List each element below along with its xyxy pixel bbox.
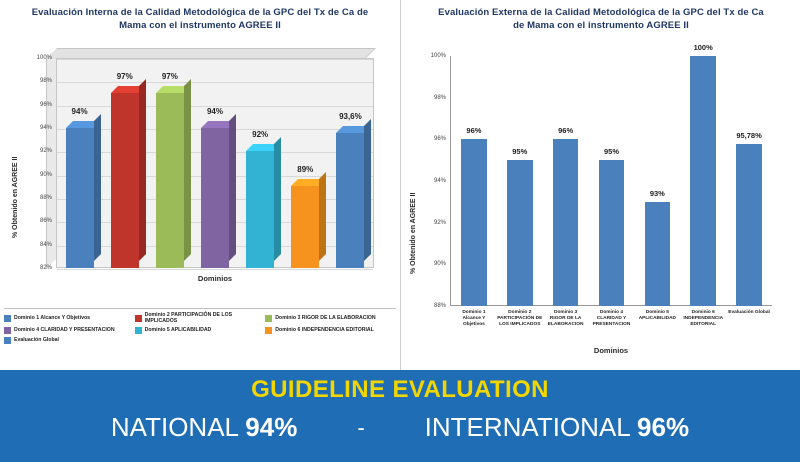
legend-swatch (135, 327, 142, 334)
legend-swatch (4, 327, 11, 334)
national-label: NATIONAL (110, 412, 239, 442)
external-chart-plot-area (400, 43, 800, 355)
international-value: 96% (637, 412, 690, 442)
national-summary (111, 412, 297, 443)
y-tick-label: 94% (433, 178, 446, 184)
legend-label: Evaluación Global (14, 337, 59, 344)
bar-value-label: 95% (512, 147, 528, 157)
external-chart-title: Evaluación Externa de la Calidad Metodológica de la GPC del Tx de Ca de Mama con el instrumento AGREE II (438, 7, 764, 31)
legend-item (4, 327, 135, 334)
national-value: 94% (245, 412, 298, 442)
y-tick-label: 92% (433, 219, 446, 226)
internal-chart-legend (4, 308, 396, 347)
bar-face (246, 151, 274, 268)
external-chart-x-axis-ticks (451, 308, 772, 342)
legend-label: Dominio 6 INDEPENDENCIA EDITORIAL (275, 327, 374, 334)
bar-face (66, 128, 94, 268)
y-tick-label: 82% (39, 265, 52, 271)
internal-chart-bars (57, 58, 373, 268)
bar (111, 72, 139, 268)
legend-item (4, 337, 135, 344)
bar-value-label: 94% (71, 107, 88, 116)
legend-item (265, 327, 396, 334)
bar (690, 43, 716, 306)
bar (291, 165, 319, 268)
bar-value-label: 95% (603, 147, 619, 157)
bar (156, 72, 184, 268)
internal-chart-x-axis-label: Dominios (197, 274, 233, 283)
international-label: INTERNATIONAL (424, 412, 630, 442)
legend-swatch (135, 315, 142, 322)
bar-side (319, 172, 326, 261)
bar-value-label: 95,78% (736, 130, 762, 140)
x-tick-label: Dominio 3 RIGOR DE LA ELABORACION (547, 310, 584, 327)
international-summary (425, 412, 689, 443)
bar-face (201, 128, 229, 268)
banner-summary-row (0, 404, 800, 443)
y-tick-label: 84% (39, 241, 52, 248)
bar (507, 147, 533, 306)
legend-item (4, 313, 135, 324)
internal-chart-plot-area (0, 42, 400, 297)
y-tick-label: 92% (39, 148, 52, 155)
x-tick-label: Evaluación Global (728, 310, 770, 315)
bar (553, 126, 579, 306)
y-tick-label: 98% (433, 94, 446, 101)
bar-value-label: 89% (297, 165, 314, 175)
legend-item (135, 313, 266, 324)
y-tick-label: 90% (433, 261, 446, 268)
bar-value-label: 94% (206, 107, 223, 116)
y-tick-label: 96% (433, 136, 446, 143)
guideline-evaluation-banner (0, 370, 800, 462)
bar-side (94, 114, 101, 261)
bar-side (229, 114, 236, 261)
y-tick-label: 100% (36, 55, 52, 61)
bar (201, 107, 229, 268)
legend-swatch (4, 337, 11, 344)
y-tick-label: 88% (39, 195, 52, 201)
bar-value-label: 93,6% (339, 111, 362, 121)
legend-swatch (265, 327, 272, 334)
legend-item (135, 327, 266, 334)
bar (599, 147, 625, 306)
legend-label: Dominio 4 CLARIDAD Y PRESENTACION (14, 327, 115, 334)
legend-label: Dominio 3 RIGOR DE LA ELABORACION (275, 314, 376, 321)
legend-label: Dominio 2 PARTICIPACIÓN DE LOS IMPLICADOS (144, 312, 233, 324)
legend-label: Dominio 1 Alcance Y Objetivos (14, 314, 91, 321)
external-chart-x-axis-label: Dominios (593, 346, 629, 355)
x-tick-label: Dominio 4 CLARIDAD Y PRESENTACION (592, 310, 631, 327)
bar (66, 107, 94, 268)
y-tick-label: 86% (39, 218, 52, 225)
bar-value-label: 96% (466, 126, 482, 136)
bar-value-label: 93% (649, 188, 665, 198)
bar-value-label: 97% (161, 72, 178, 81)
bar-side (274, 137, 281, 261)
y-tick-label: 96% (39, 101, 52, 108)
bar-side (184, 79, 191, 261)
bar-value-label: 92% (252, 130, 269, 140)
y-tick-label: 98% (39, 78, 52, 85)
bar (645, 188, 671, 306)
external-chart-bars (451, 43, 772, 306)
legend-swatch (265, 315, 272, 322)
bar (736, 130, 762, 306)
external-chart-y-axis-label: % Obtenido en AGREE II (410, 192, 417, 274)
x-tick-label: Dominio 2 PARTICIPACIÓN DE LOS IMPLICADOS (497, 310, 543, 327)
x-tick-label: Dominio 1 Alcance Y Objetivos (462, 310, 486, 327)
legend-label: Dominio 5 APLICABILIDAD (144, 327, 212, 334)
gridline (57, 269, 373, 270)
bar-face (111, 93, 139, 268)
bar-face (291, 186, 319, 268)
x-tick-label: Dominio 6 INDEPENDENCIA EDITORIAL (683, 310, 724, 327)
y-tick-label: 88% (433, 303, 446, 309)
y-tick-label: 100% (430, 53, 446, 59)
bar-value-label: 100% (693, 43, 713, 52)
bar (246, 130, 274, 268)
bar-value-label: 97% (116, 72, 133, 81)
legend-swatch (4, 315, 11, 322)
banner-separator: - (357, 414, 365, 440)
internal-evaluation-chart-panel (0, 0, 400, 370)
external-chart-y-axis-ticks (416, 53, 446, 309)
bar-value-label: 96% (558, 126, 574, 136)
banner-title: GUIDELINE EVALUATION (251, 376, 549, 403)
bar-face (336, 133, 364, 268)
y-tick-label: 94% (39, 125, 52, 131)
bar (336, 111, 364, 268)
x-tick-label: Dominio 5 APLICABILIDAD (638, 310, 676, 321)
internal-chart-y-axis-label: % Obtenido en AGREE II (12, 156, 19, 238)
y-tick-label: 90% (39, 171, 52, 178)
bar-side (139, 79, 146, 261)
internal-chart-y-axis-ticks (18, 55, 52, 271)
bar (461, 126, 487, 306)
bar-face (156, 93, 184, 268)
internal-chart-title: Evaluación Interna de la Calidad Metodológica de la GPC del Tx de Ca de Mama con el instrumento AGREE II (31, 7, 369, 31)
legend-item (265, 313, 396, 324)
bar-side (364, 119, 371, 261)
